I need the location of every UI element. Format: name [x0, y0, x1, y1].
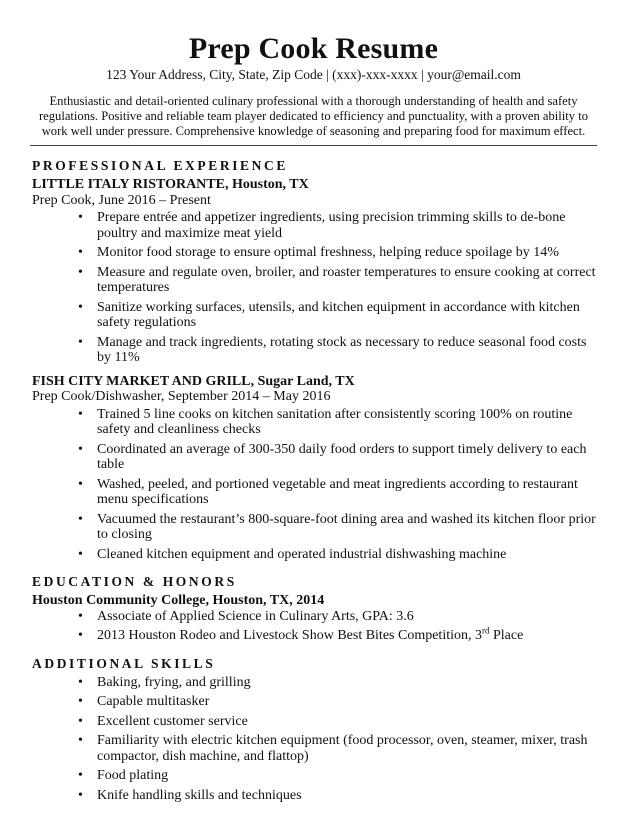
school: Houston Community College, Houston, TX, 2014: [32, 593, 325, 608]
list-item: • Vacuumed the restaurant’s 800-square-foot dining area and washed its kitchen floor prior to closing: [97, 512, 602, 543]
list-item: • Cleaned kitchen equipment and operated industrial dishwashing machine: [97, 547, 602, 563]
section-heading-skills: ADDITIONAL SKILLS: [32, 655, 216, 671]
list-item: • Sanitize working surfaces, utensils, and kitchen equipment in accordance with kitchen safety regulations: [97, 300, 602, 331]
education-entry: [32, 593, 602, 644]
list-item: • Trained 5 line cooks on kitchen sanitation after consistently scoring 100% on routine safety and cleanliness checks: [97, 407, 602, 438]
summary: Enthusiastic and detail-oriented culinary professional with a thorough understanding of health and safety regulations. Positive and reliable team player dedicated to efficiency and punctuality, with a proven ability to work well under pressure. Comprehensive knowledge of seasoning and preparing food for maximum effect.: [38, 94, 589, 138]
job-role: Prep Cook, June 2016 – Present: [32, 192, 211, 208]
list-item: • Associate of Applied Science in Culinary Arts, GPA: 3.6: [97, 609, 602, 625]
section-heading-experience: PROFESSIONAL EXPERIENCE: [32, 158, 288, 173]
job-role: Prep Cook/Dishwasher, September 2014 – May 2016: [32, 389, 331, 404]
list-item: • Monitor food storage to ensure optimal freshness, helping reduce spoilage by 14%: [97, 245, 602, 261]
section-heading-education: EDUCATION & HONORS: [32, 574, 237, 589]
list-item: [97, 625, 602, 644]
job-entry: [32, 177, 602, 366]
list-item: • Excellent customer service: [97, 714, 602, 730]
page-title: Prep Cook Resume: [188, 32, 439, 65]
job-org: LITTLE ITALY RISTORANTE, Houston, TX: [32, 177, 309, 192]
list-item: • Coordinated an average of 300-350 daily food orders to support timely delivery to each table: [97, 442, 602, 473]
list-item: • Manage and track ingredients, rotating stock as necessary to reduce seasonal food costs by 11%: [97, 335, 602, 366]
skills-bullets: [32, 675, 602, 804]
ordinal-suffix: rd: [482, 625, 490, 636]
list-item: • Prepare entrée and appetizer ingredients, using precision trimming skills to de-bone poultry and maximize meat yield: [97, 210, 602, 241]
education-bullets: [32, 609, 602, 644]
award-text: 2013 Houston Rodeo and Livestock Show Best Bites Competition, 3: [97, 628, 482, 643]
divider: [30, 145, 597, 146]
list-item: • Knife handling skills and techniques: [97, 788, 602, 804]
list-item: • Familiarity with electric kitchen equipment (food processor, oven, steamer, mixer, trash compactor, dish machine, and flattop): [97, 733, 602, 764]
skills-list: [32, 675, 602, 804]
list-item: • Washed, peeled, and portioned vegetable and meat ingredients according to restaurant menu specifications: [97, 477, 602, 508]
job-bullets: [32, 210, 602, 366]
award-text-end: Place: [489, 628, 524, 643]
list-item: • Capable multitasker: [97, 694, 602, 710]
job-entry: [32, 374, 602, 563]
contact-info: 123 Your Address, City, State, Zip Code | (xxx)-xxx-xxxx | your@email.com: [106, 67, 521, 82]
list-item: • Baking, frying, and grilling: [97, 675, 602, 691]
list-item: • Food plating: [97, 768, 602, 784]
job-org: FISH CITY MARKET AND GRILL, Sugar Land, TX: [32, 373, 355, 389]
list-item: • Measure and regulate oven, broiler, and roaster temperatures to ensure cooking at correct temperatures: [97, 265, 602, 296]
job-bullets: [32, 407, 602, 563]
